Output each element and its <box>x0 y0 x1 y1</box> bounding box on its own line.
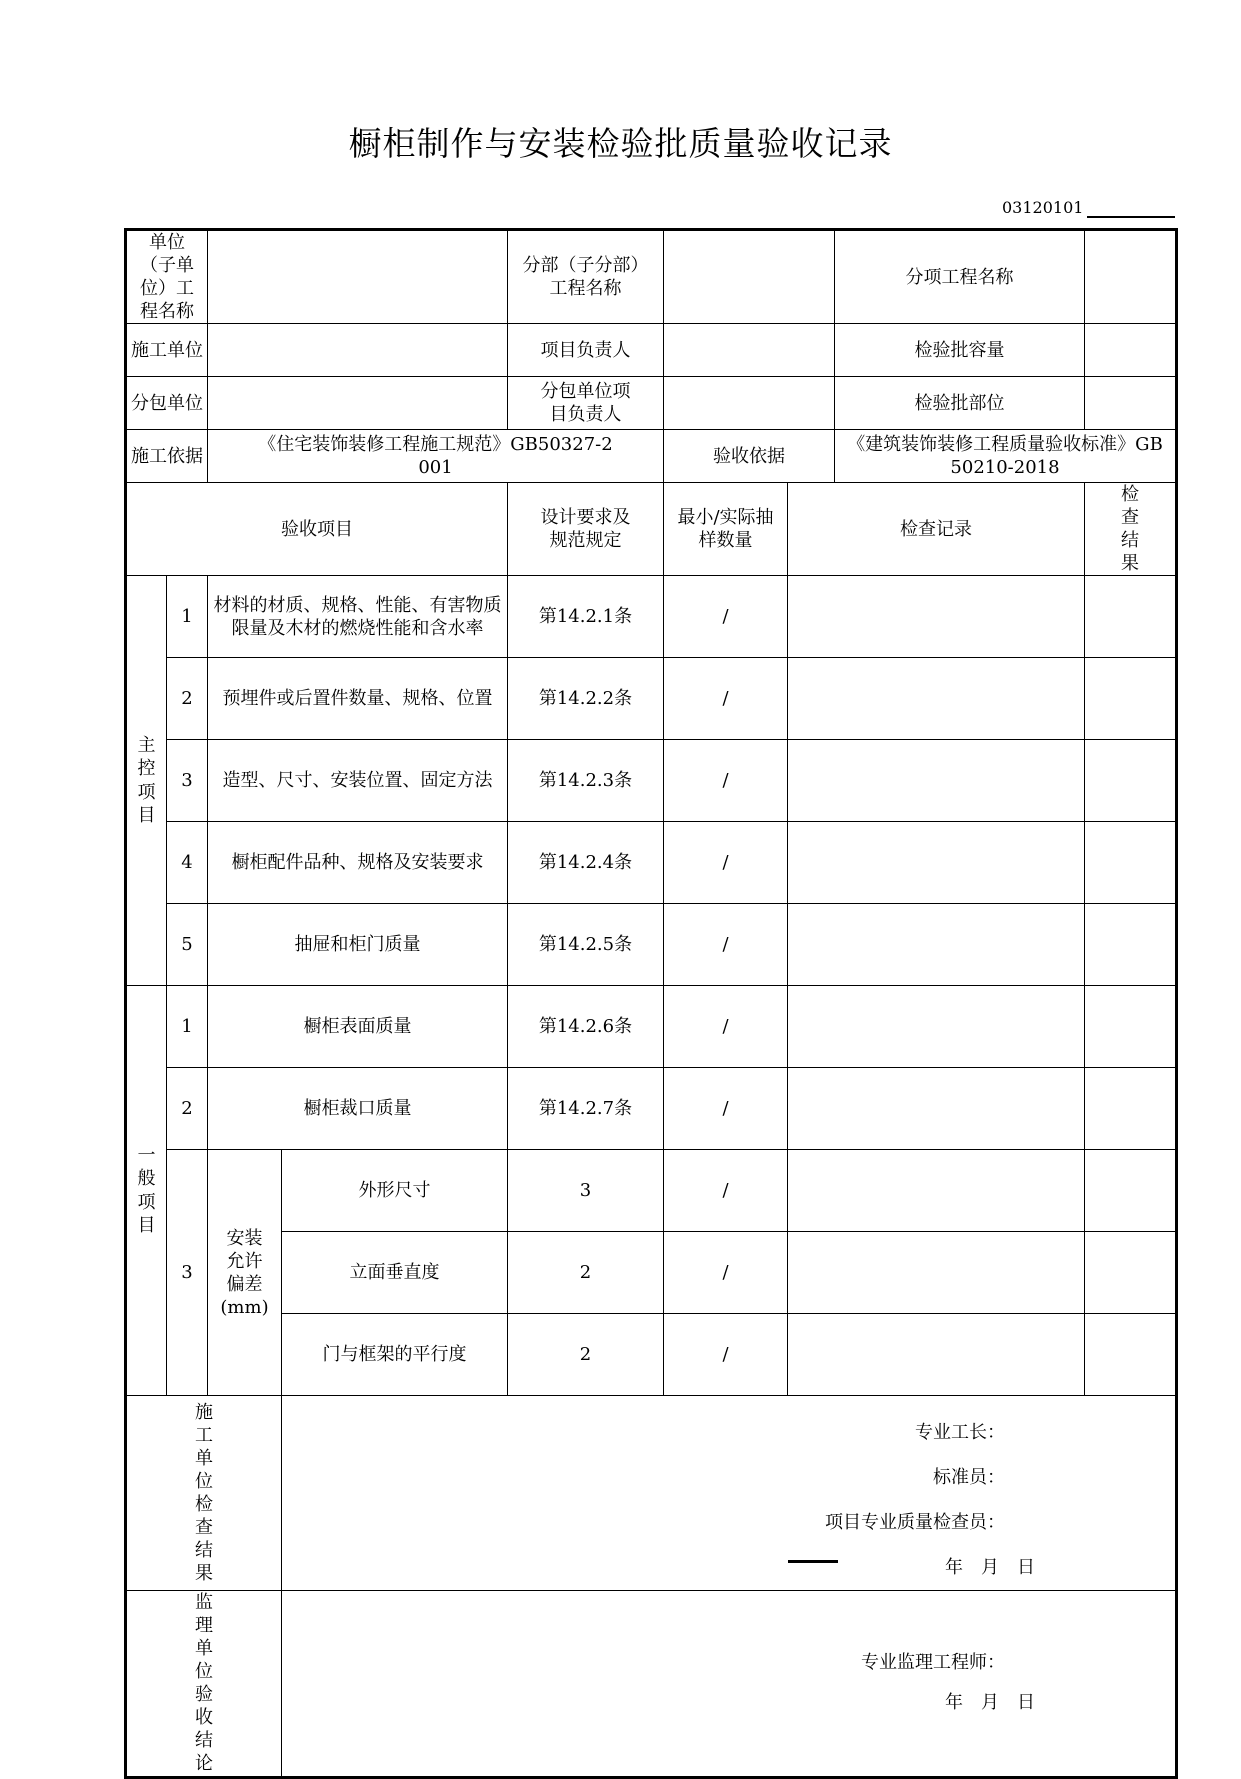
builder-value[interactable] <box>208 324 508 377</box>
tolerance-desc: 外形尺寸 <box>282 1150 508 1232</box>
general-row-req: 第14.2.7条 <box>508 1068 664 1150</box>
sub-pm-value[interactable] <box>664 377 835 430</box>
subsection-label: 分部（子分部）工程名称 <box>508 230 664 324</box>
general-row-result[interactable] <box>1085 1068 1177 1150</box>
acceptance-basis-value: 《建筑装饰装修工程质量验收标准》GB50210-2018 <box>835 430 1177 483</box>
main-row-1 <box>126 576 1177 658</box>
subsection-value[interactable] <box>664 230 835 324</box>
pm-value[interactable] <box>664 324 835 377</box>
tolerance-req: 2 <box>508 1232 664 1314</box>
main-row-desc: 抽屉和柜门质量 <box>208 904 508 986</box>
inspection-form <box>124 228 1178 1779</box>
builder-check-area[interactable] <box>282 1396 1177 1591</box>
main-row-sample: / <box>664 904 788 986</box>
header-row-3 <box>126 377 1177 430</box>
capacity-label: 检验批容量 <box>835 324 1085 377</box>
main-row-req: 第14.2.1条 <box>508 576 664 658</box>
tolerance-record[interactable] <box>788 1150 1085 1232</box>
main-row-3 <box>126 740 1177 822</box>
col-requirement: 设计要求及规范规定 <box>508 483 664 576</box>
column-header-row <box>126 483 1177 576</box>
main-row-req: 第14.2.3条 <box>508 740 664 822</box>
builder-label: 施工单位 <box>126 324 208 377</box>
tolerance-req: 3 <box>508 1150 664 1232</box>
general-row-2 <box>126 1068 1177 1150</box>
main-row-no: 4 <box>167 822 208 904</box>
supervisor-label: 监理单位验收结论 <box>126 1591 282 1777</box>
tolerance-sample: / <box>664 1232 788 1314</box>
col-sample: 最小/实际抽样数量 <box>664 483 788 576</box>
location-value[interactable] <box>1085 377 1177 430</box>
unit-value[interactable] <box>208 230 508 324</box>
builder-check-label: 施工单位检查结果 <box>126 1396 282 1591</box>
tolerance-row-2 <box>126 1232 1177 1314</box>
main-row-result[interactable] <box>1085 904 1177 986</box>
main-row-record[interactable] <box>788 576 1085 658</box>
standard-label: 标准员： <box>933 1467 1005 1489</box>
main-row-req: 第14.2.5条 <box>508 904 664 986</box>
tolerance-sample: / <box>664 1314 788 1396</box>
basis-label: 施工依据 <box>126 430 208 483</box>
pm-label: 项目负责人 <box>508 324 664 377</box>
main-row-sample: / <box>664 822 788 904</box>
acceptance-basis-label: 验收依据 <box>664 430 835 483</box>
item-name-value[interactable] <box>1085 230 1177 324</box>
main-row-no: 2 <box>167 658 208 740</box>
main-row-result[interactable] <box>1085 822 1177 904</box>
header-row-4 <box>126 430 1177 483</box>
main-row-result[interactable] <box>1085 740 1177 822</box>
page-title: 橱柜制作与安装检验批质量验收记录 <box>348 124 893 163</box>
col-result: 检查结果 <box>1085 483 1177 576</box>
supervisor-row <box>126 1591 1177 1777</box>
supervisor-area[interactable] <box>282 1591 1177 1777</box>
main-row-desc: 材料的材质、规格、性能、有害物质限量及木材的燃烧性能和含水率 <box>208 576 508 658</box>
col-item: 验收项目 <box>126 483 508 576</box>
main-row-record[interactable] <box>788 740 1085 822</box>
main-row-sample: / <box>664 576 788 658</box>
capacity-value[interactable] <box>1085 324 1177 377</box>
main-row-record[interactable] <box>788 822 1085 904</box>
tolerance-sample: / <box>664 1150 788 1232</box>
tolerance-row-3 <box>126 1314 1177 1396</box>
unit-label: 单位（子单位）工程名称 <box>126 230 208 324</box>
general-row-req: 第14.2.6条 <box>508 986 664 1068</box>
general-row-desc: 橱柜表面质量 <box>208 986 508 1068</box>
tolerance-req: 2 <box>508 1314 664 1396</box>
main-row-no: 3 <box>167 740 208 822</box>
main-row-desc: 橱柜配件品种、规格及安装要求 <box>208 822 508 904</box>
signature-dash <box>788 1560 838 1563</box>
tolerance-row-1 <box>126 1150 1177 1232</box>
document-number-blank <box>1087 216 1175 218</box>
main-row-req: 第14.2.4条 <box>508 822 664 904</box>
engineer-label: 专业监理工程师： <box>861 1652 1005 1674</box>
tolerance-desc: 立面垂直度 <box>282 1232 508 1314</box>
general-row-sample: / <box>664 986 788 1068</box>
general-row-no: 1 <box>167 986 208 1068</box>
header-row-1 <box>126 230 1177 324</box>
document-number: 03120101 <box>1002 198 1084 217</box>
supervisor-date: 年 月 日 <box>945 1692 1035 1714</box>
tolerance-record[interactable] <box>788 1232 1085 1314</box>
main-row-record[interactable] <box>788 658 1085 740</box>
general-row-no: 2 <box>167 1068 208 1150</box>
main-row-2 <box>126 658 1177 740</box>
main-row-result[interactable] <box>1085 658 1177 740</box>
basis-value: 《住宅装饰装修工程施工规范》GB50327-2001 <box>208 430 664 483</box>
general-row-result[interactable] <box>1085 986 1177 1068</box>
main-control-label: 主控项目 <box>126 576 167 986</box>
general-row-record[interactable] <box>788 986 1085 1068</box>
main-row-no: 5 <box>167 904 208 986</box>
main-row-req: 第14.2.2条 <box>508 658 664 740</box>
main-row-4 <box>126 822 1177 904</box>
main-row-sample: / <box>664 740 788 822</box>
builder-date: 年 月 日 <box>945 1557 1035 1579</box>
col-record: 检查记录 <box>788 483 1085 576</box>
foreman-label: 专业工长： <box>915 1422 1005 1444</box>
main-row-desc: 预埋件或后置件数量、规格、位置 <box>208 658 508 740</box>
tolerance-label: 安装允许偏差(mm) <box>208 1150 282 1396</box>
tolerance-result[interactable] <box>1085 1232 1177 1314</box>
general-label: 一般项目 <box>126 986 167 1396</box>
main-row-record[interactable] <box>788 904 1085 986</box>
location-label: 检验批部位 <box>835 377 1085 430</box>
tolerance-desc: 门与框架的平行度 <box>282 1314 508 1396</box>
general-row-desc: 橱柜裁口质量 <box>208 1068 508 1150</box>
main-row-sample: / <box>664 658 788 740</box>
general-row-sample: / <box>664 1068 788 1150</box>
sub-pm-label: 分包单位项目负责人 <box>508 377 664 430</box>
builder-check-row <box>126 1396 1177 1591</box>
general-row-1 <box>126 986 1177 1068</box>
general-row-record[interactable] <box>788 1068 1085 1150</box>
tolerance-no: 3 <box>167 1150 208 1396</box>
item-name-label-text: 分项工程名称 <box>905 266 1014 288</box>
item-name-label <box>835 230 1085 324</box>
inspector-label: 项目专业质量检查员： <box>825 1512 1005 1534</box>
main-row-result[interactable] <box>1085 576 1177 658</box>
header-row-2 <box>126 324 1177 377</box>
subcontract-value[interactable] <box>208 377 508 430</box>
tolerance-result[interactable] <box>1085 1150 1177 1232</box>
tolerance-result[interactable] <box>1085 1314 1177 1396</box>
main-row-desc: 造型、尺寸、安装位置、固定方法 <box>208 740 508 822</box>
main-row-no: 1 <box>167 576 208 658</box>
main-row-5 <box>126 904 1177 986</box>
subcontract-label: 分包单位 <box>126 377 208 430</box>
tolerance-record[interactable] <box>788 1314 1085 1396</box>
